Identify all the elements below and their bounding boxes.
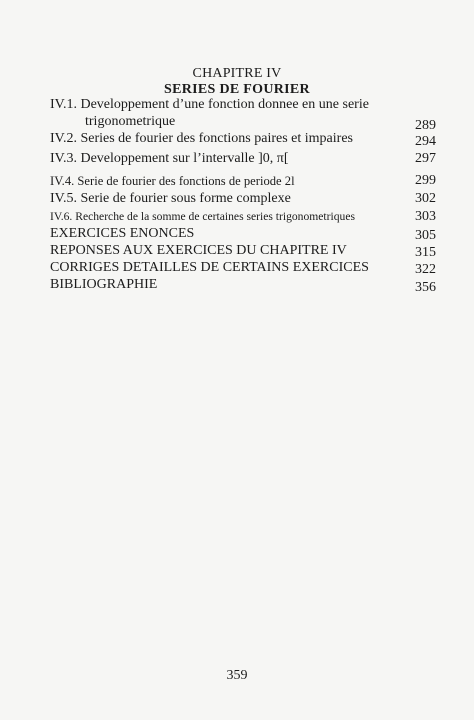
toc-entry-iv3-text: IV.3. Developpement sur l’intervalle ]0, π[ [50,151,289,166]
toc-entry-iv4 [50,173,436,189]
table-of-contents [50,97,436,293]
toc-entry-corriges [50,260,436,276]
toc-page-iv3: 297 [415,151,436,166]
chapter-title: SERIES DE FOURIER [164,82,310,97]
toc-entry-iv3 [50,151,436,167]
toc-entry-iv4-text: IV.4. Serie de fourier des fonctions de periode 2l [50,174,295,188]
toc-entry-iv6 [50,209,436,225]
toc-entry-exercices-text: EXERCICES ENONCES [50,226,195,241]
toc-page-iv5: 302 [415,191,436,206]
toc-entry-bibliographie [50,277,436,293]
toc-page-iv4: 299 [415,173,436,188]
toc-entry-iv2 [50,131,436,147]
toc-page-iv6: 303 [415,209,436,224]
toc-entry-iv6-text: IV.6. Recherche de la somme de certaines series trigonometriques [50,210,355,223]
toc-page-exercices: 305 [415,228,436,243]
toc-page-reponses: 315 [415,245,436,260]
toc-page-bibliographie: 356 [415,280,436,295]
toc-page-iv1: 289 [415,118,436,133]
toc-entry-iv5-text: IV.5. Serie de fourier sous forme complexe [50,191,291,206]
toc-entry-iv2-text: IV.2. Series de fourier des fonctions paires et impaires [50,131,353,146]
chapter-label: CHAPITRE IV [192,66,282,81]
toc-entry-bibliographie-text: BIBLIOGRAPHIE [50,277,158,292]
toc-page-iv2: 294 [415,134,436,149]
toc-entry-iv1-cont [50,114,436,133]
toc-entry-iv1-line2: trigonometrique [85,114,176,129]
toc-entry-reponses-text: REPONSES AUX EXERCICES DU CHAPITRE IV [50,243,347,258]
toc-entry-iv5 [50,191,436,207]
toc-page-corriges: 322 [415,262,436,277]
toc-entry-exercices [50,226,436,242]
toc-entry-reponses [50,243,436,259]
toc-entry-iv1 [50,97,436,113]
toc-entry-corriges-text: CORRIGES DETAILLES DE CERTAINS EXERCICES [50,260,369,275]
page-number: 359 [226,668,248,683]
toc-entry-iv1-line1: IV.1. Developpement d’une fonction donnee en une serie [50,97,369,112]
